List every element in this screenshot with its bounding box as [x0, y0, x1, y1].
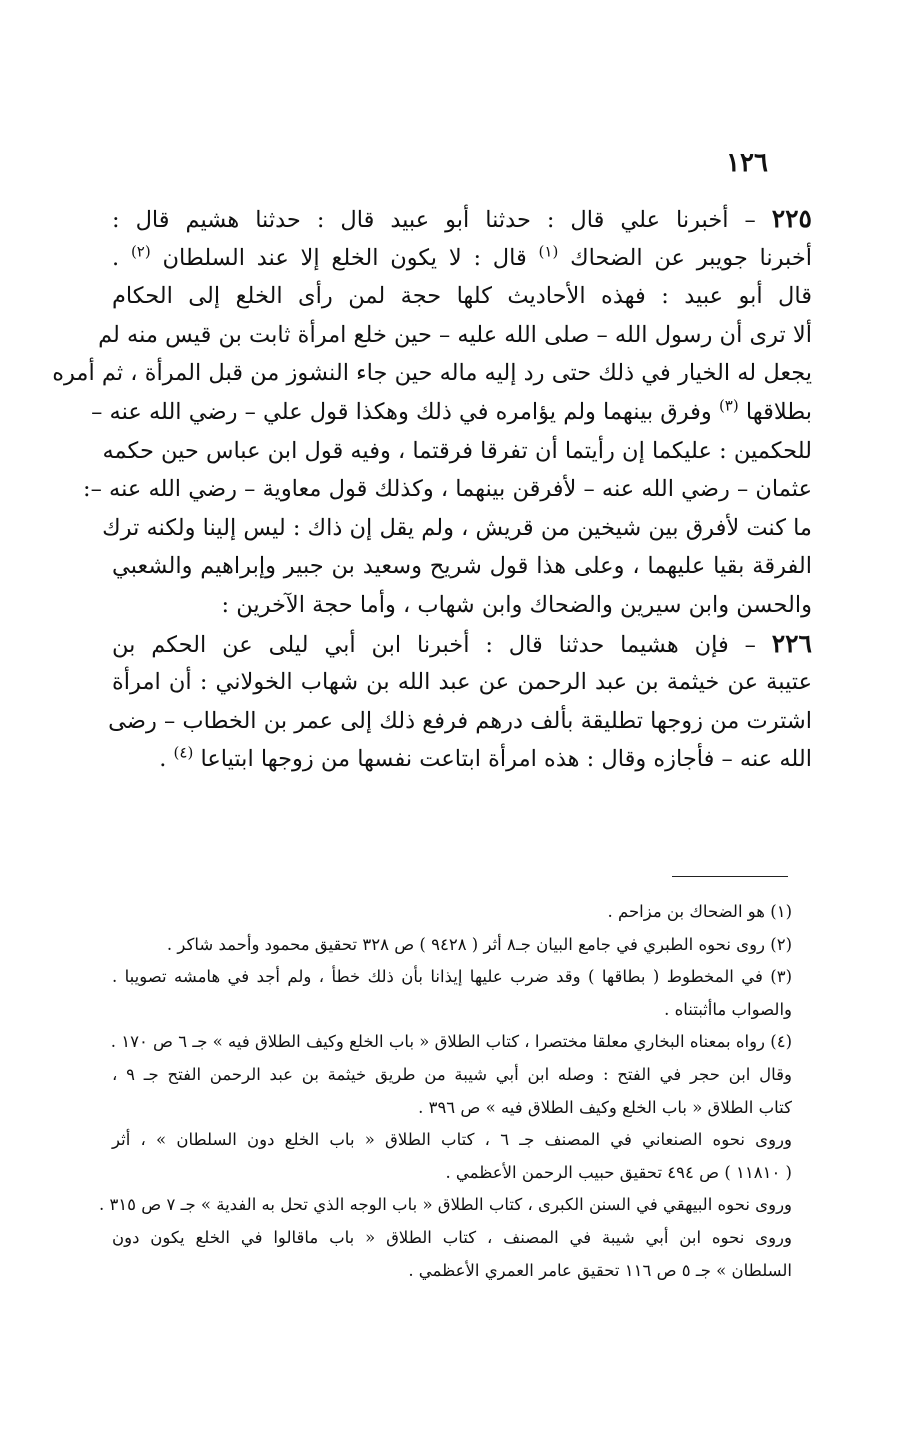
line-text: قال : لا يكون الخلع إلا عند السلطان — [150, 244, 539, 271]
line-text: للحكمين : عليكما إن رأيتما أن تفرقا فرقتما ، وفيه قول ابن عباس حين حكمه — [102, 437, 812, 464]
line-text: الله عنه – فأجازه وقال : هذه امرأة ابتاعت نفسها من زوجها ابتياعا — [193, 746, 812, 773]
line-text: اشترت من زوجها تطليقة بألف درهم فرفع ذلك إلى عمر بن الخطاب – رضى — [108, 707, 812, 734]
text-line — [112, 740, 812, 779]
footnote-line: (٤) رواه بمعناه البخاري معلقا مختصرا ، كتاب الطلاق « باب الخلع وكيف الطلاق فيه » جـ ٦ ص ١٧٠ . — [110, 1032, 792, 1052]
line-text: – أخبرنا علي قال : حدثنا أبو عبيد قال : حدثنا هشيم قال : — [112, 207, 772, 233]
line-text: والحسن وابن سيرين والضحاك وابن شهاب ، وأما حجة الآخرين : — [221, 591, 812, 618]
text-line — [98, 316, 812, 355]
text-line — [112, 547, 812, 586]
text-line — [102, 509, 812, 548]
line-text: الفرقة بقيا عليهما ، وعلى هذا قول شريح وسعيد بن جبير وإبراهيم والشعبي — [112, 553, 812, 580]
footnote-line: والصواب ماأثبتناه . — [664, 999, 792, 1019]
text-line — [108, 702, 812, 741]
footnote-line: وقال ابن حجر في الفتح : وصله ابن أبي شيبة من طريق خيثمة بن عبد الرحمن الفتح جـ ٩ ، — [112, 1064, 792, 1084]
main-text — [52, 200, 813, 779]
text-line — [112, 625, 812, 664]
line-text: ما كنت لأفرق بين شيخين من قريش ، ولم يقل إن ذاك : ليس إلينا ولكنه ترك — [102, 514, 812, 541]
footnote-ref: (١) — [538, 242, 559, 261]
text-line — [83, 470, 812, 509]
footnote-ref: (٣) — [718, 396, 739, 415]
page-number: ١٢٦ — [726, 148, 768, 178]
line-text: يجعل له الخيار في ذلك حتى رد إليه ماله حين جاء النشوز من قبل المرأة ، ثم أمره — [52, 360, 812, 387]
text-line — [112, 200, 812, 239]
line-text: . — [159, 746, 174, 773]
footnote-line: ( ١١٨١٠ ) ص ٤٩٤ تحقيق حبيب الرحمن الأعظمي . — [445, 1162, 792, 1182]
footnote-ref: (٢) — [130, 242, 151, 261]
hadith-number: ٢٢٥ — [771, 204, 812, 233]
footnote-divider — [672, 876, 788, 877]
text-line — [112, 663, 812, 702]
line-text: وفرق بينهما ولم يؤامره في ذلك وهكذا قول علي – رضي الله عنه – — [91, 398, 719, 425]
line-text: عتيبة عن خيثمة بن عبد الرحمن عن عبد الله بن شهاب الخولاني : أن امرأة — [112, 669, 812, 696]
text-line — [112, 239, 812, 278]
line-text: قال أبو عبيد : فهذه الأحاديث كلها حجة لمن رأى الخلع إلى الحكام — [112, 283, 812, 310]
footnote-line: (٣) في المخطوط ( بطاقها ) وقد ضرب عليها إيذانا بأن ذلك خطأ ، ولم أجد في هامشه تصويبا . — [112, 967, 792, 987]
footnote-line: (١) هو الضحاك بن مزاحم . — [607, 902, 792, 921]
text-line — [52, 354, 812, 393]
footnote-ref: (٤) — [173, 743, 194, 762]
text-line — [112, 277, 812, 316]
footnote-line: وروى نحوه البيهقي في السنن الكبرى ، كتاب الطلاق « باب الوجه الذي تحل به الفدية » جـ ٧ ص ٣١٥ . — [98, 1195, 792, 1215]
line-text: عثمان – رضي الله عنه – لأفرقن بينهما ، وكذلك قول معاوية – رضي الله عنه –: — [83, 476, 812, 503]
text-line — [102, 432, 812, 471]
line-text: ألا ترى أن رسول الله – صلى الله عليه – حين خلع امرأة ثابت بن قيس منه لم — [98, 321, 812, 348]
hadith-number: ٢٢٦ — [771, 628, 812, 658]
line-text: . — [112, 244, 131, 271]
line-text: – فإن هشيما حدثنا قال : أخبرنا ابن أبي ليلى عن الحكم بن — [112, 631, 772, 658]
footnote-line: (٢) روى نحوه الطبري في جامع البيان جـ٨ أثر ( ٩٤٢٨ ) ص ٣٢٨ تحقيق محمود وأحمد شاكر . — [166, 934, 792, 954]
footnotes — [98, 896, 792, 1287]
line-text: بطلاقها — [738, 398, 812, 425]
line-text: أخبرنا جويبر عن الضحاك — [558, 244, 813, 271]
text-line — [91, 393, 812, 432]
footnote-line: وروى نحوه الصنعاني في المصنف جـ ٦ ، كتاب الطلاق « باب الخلع دون السلطان » ، أثر — [112, 1130, 792, 1150]
footnote-line: السلطان » جـ ٥ ص ١١٦ تحقيق عامر العمري الأعظمي . — [408, 1260, 792, 1280]
footnote-line: وروى نحوه ابن أبي شيبة في المصنف ، كتاب الطلاق « باب ماقالوا في الخلع يكون دون — [112, 1227, 792, 1247]
text-line — [112, 586, 812, 625]
footnote-line: كتاب الطلاق « باب الخلع وكيف الطلاق فيه » ص ٣٩٦ . — [418, 1097, 792, 1117]
